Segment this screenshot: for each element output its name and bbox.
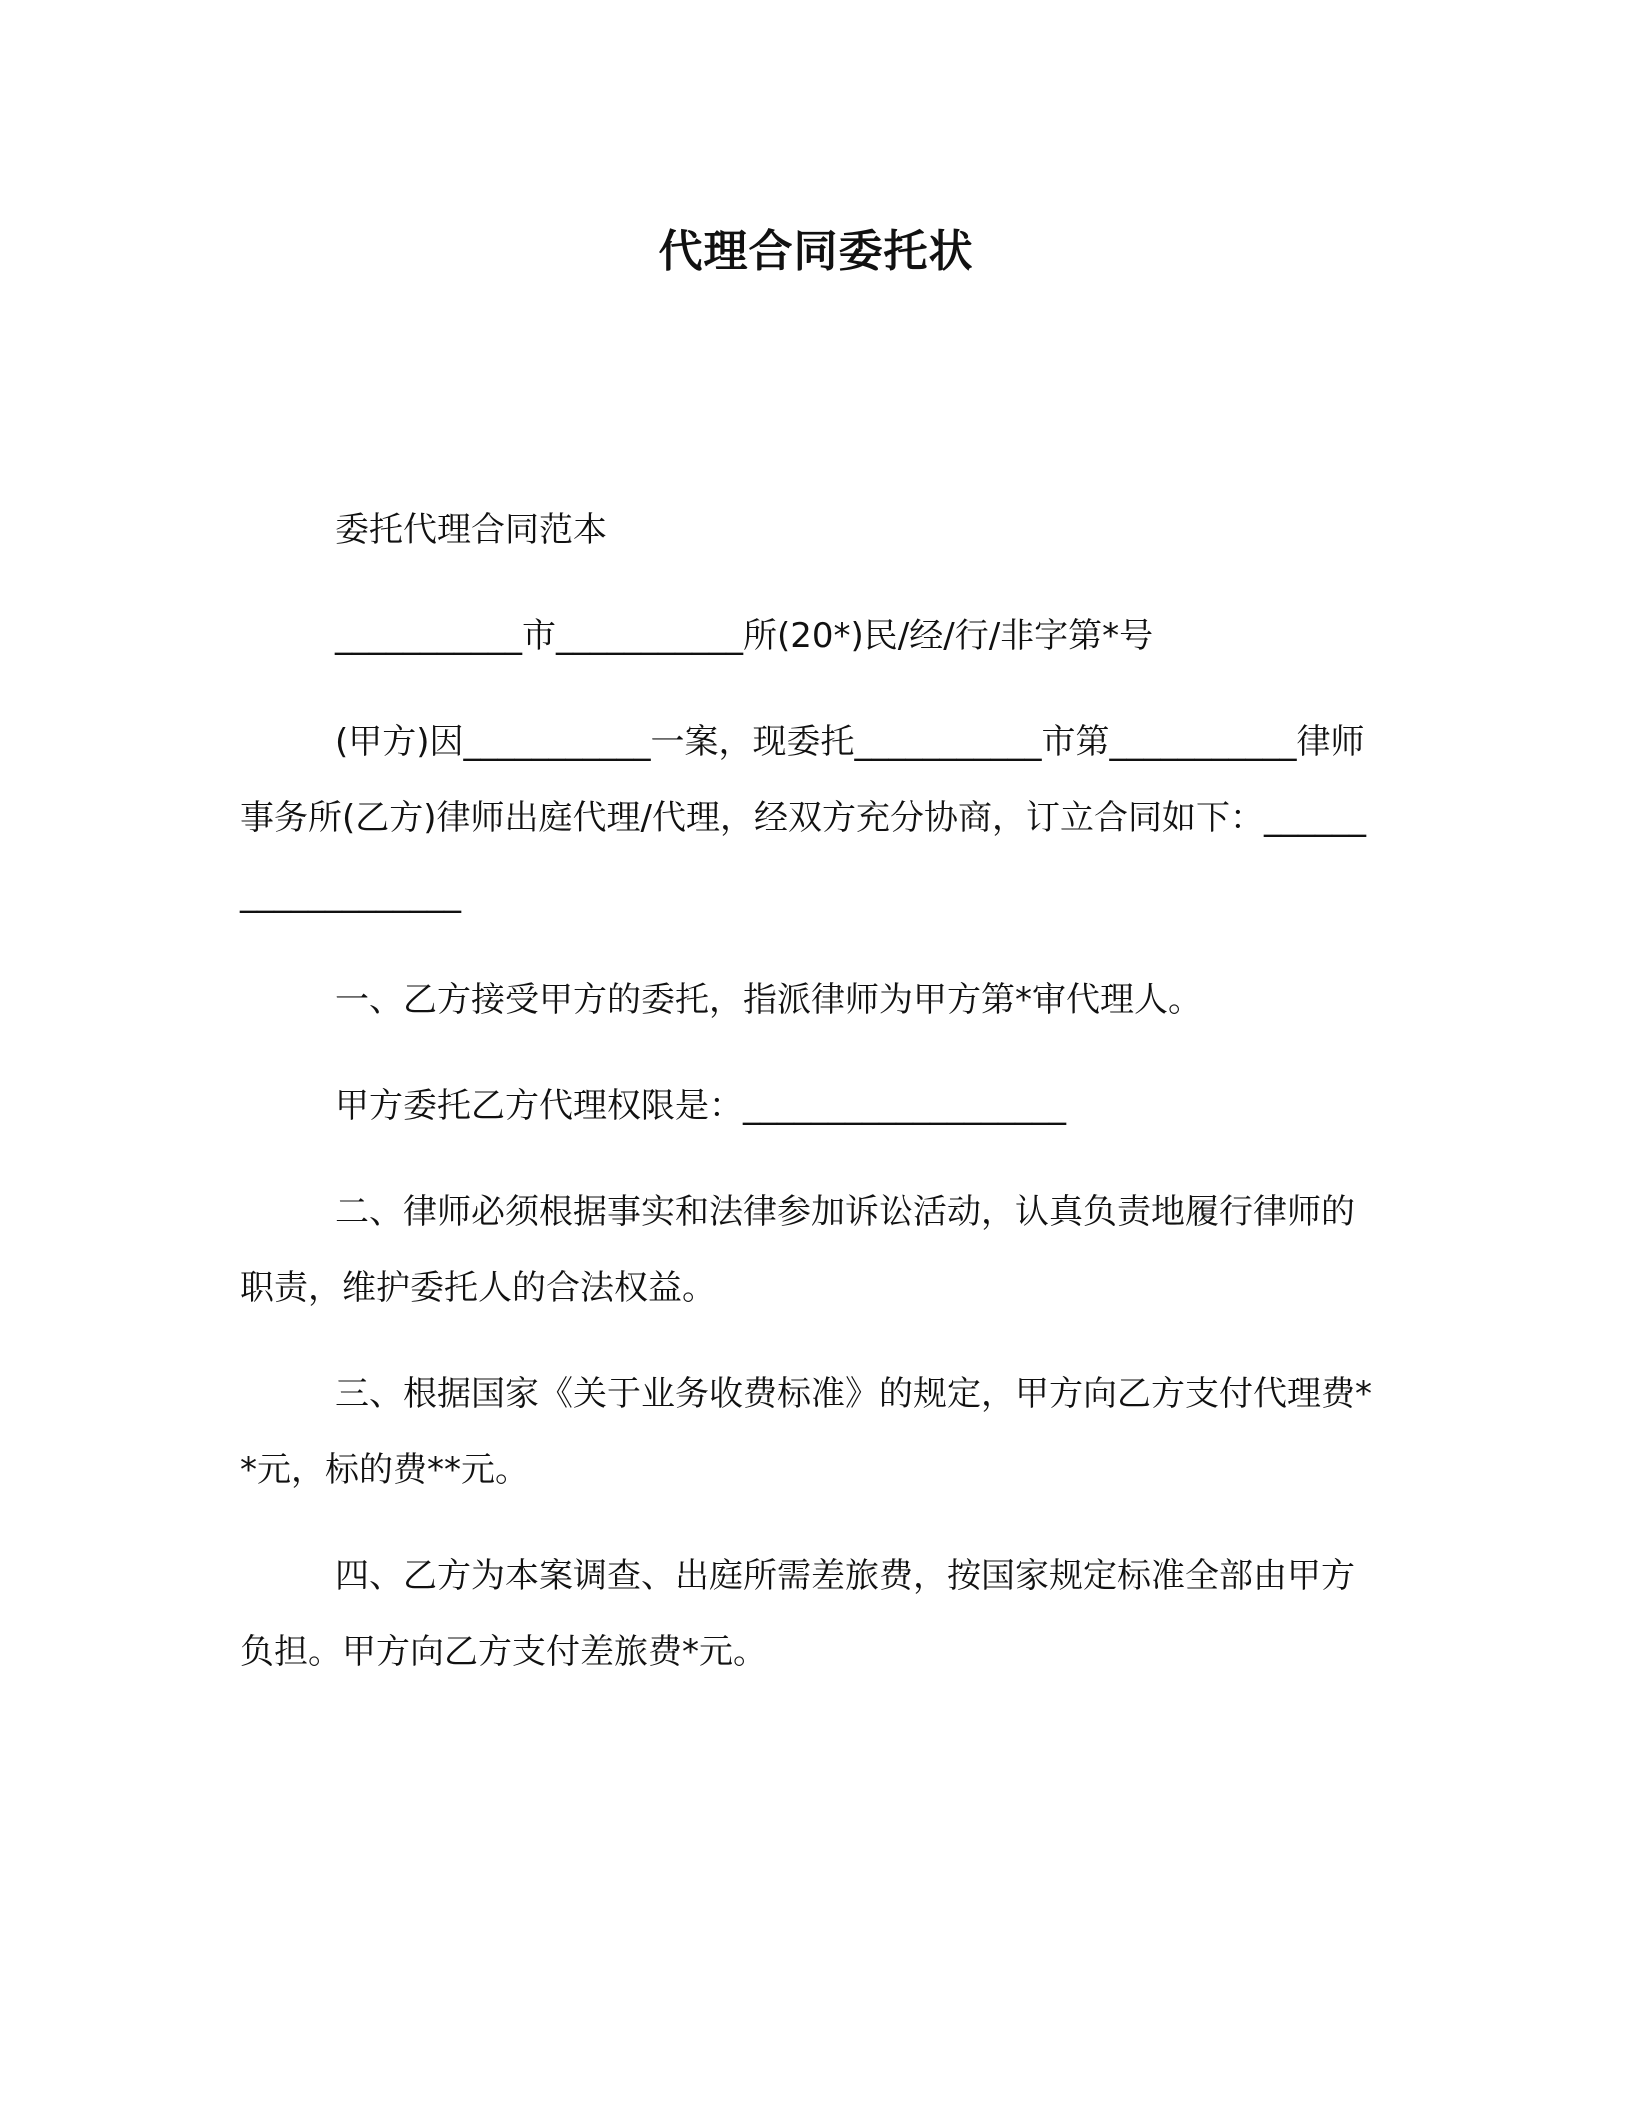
paragraph-clause-3: 三、根据国家《关于业务收费标准》的规定，甲方向乙方支付代理费**元，标的费**元。 <box>240 1374 1372 1490</box>
paragraph-case-number: ___________市___________所(20*)民/经/行/非字第*号 <box>335 616 1154 656</box>
paragraph-authority: 甲方委托乙方代理权限是：___________________ <box>335 1086 1066 1126</box>
document-title: 代理合同委托状 <box>658 226 974 277</box>
document-body <box>240 492 1380 1720</box>
paragraph-preamble: (甲方)因___________一案，现委托___________市第___________律师事务所(乙方)律师出庭代理/代理，经双方充分协商，订立合同如下：___________________ <box>240 722 1366 914</box>
paragraph-clause-2: 二、律师必须根据事实和法律参加诉讼活动，认真负责地履行律师的职责，维护委托人的合法权益。 <box>240 1192 1355 1308</box>
paragraph-heading: 委托代理合同范本 <box>335 510 607 550</box>
paragraph-clause-1: 一、乙方接受甲方的委托，指派律师为甲方第*审代理人。 <box>335 980 1202 1020</box>
paragraph-clause-4: 四、乙方为本案调查、出庭所需差旅费，按国家规定标准全部由甲方负担。甲方向乙方支付差旅费*元。 <box>240 1556 1355 1672</box>
